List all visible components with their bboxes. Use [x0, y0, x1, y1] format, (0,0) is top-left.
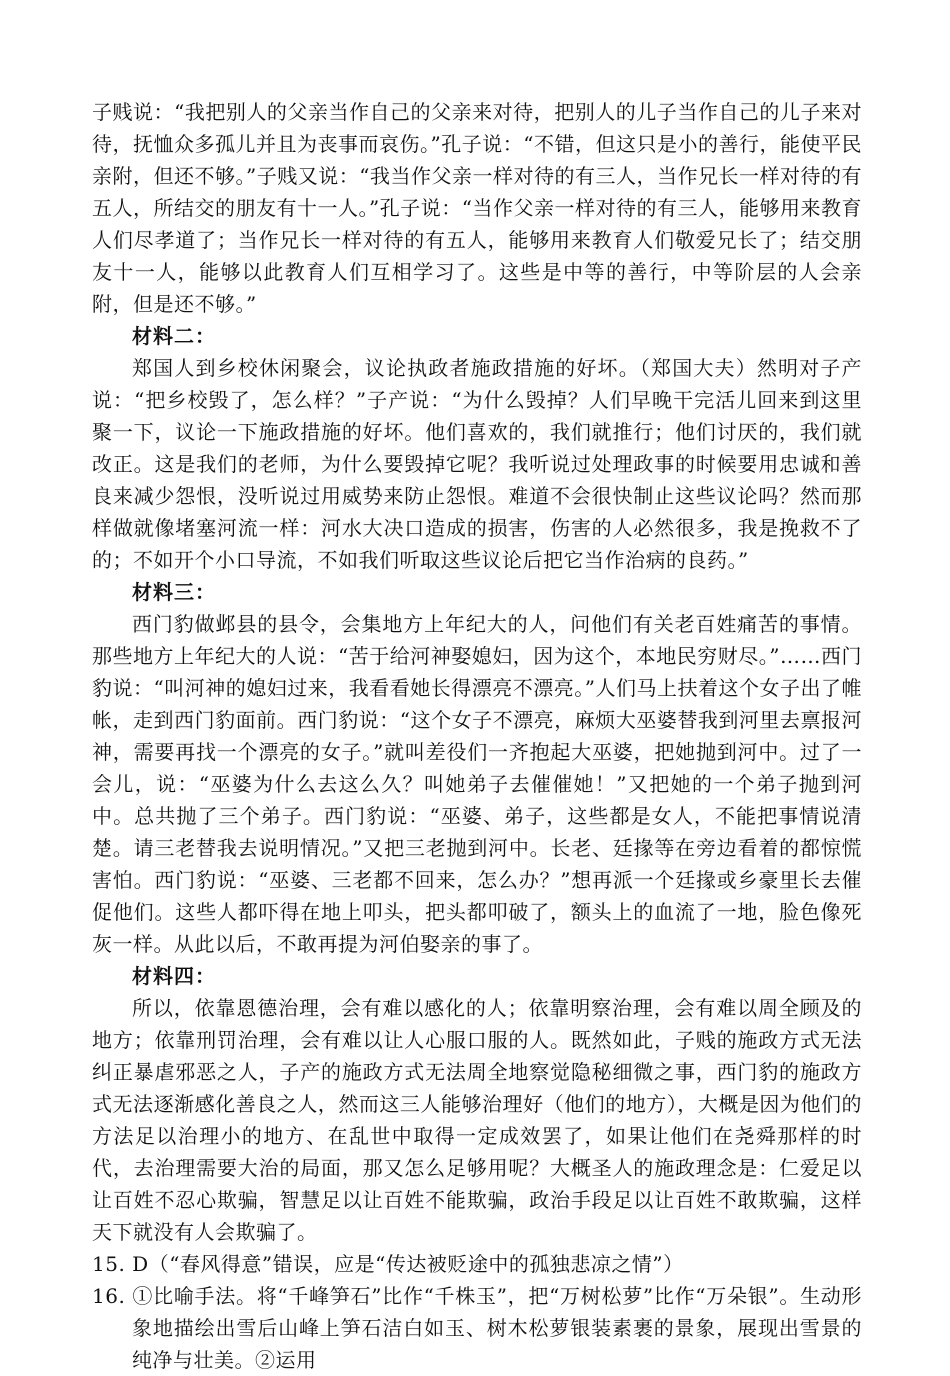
answer-16: 16. ①比喻手法。将“千峰笋石”比作“千株玉”，把“万树松萝”比作“万朵银”。生动形象地描绘出雪后山峰上笋石洁白如玉、树木松萝银装素裹的景象，展现出雪景的纯净与壮美。②运用 — [92, 1284, 862, 1372]
answer-15: 15. D（“春风得意”错误，应是“传达被贬途中的孤独悲凉之情”） — [92, 1252, 684, 1276]
paragraph-conclusion: 所以，依靠恩德治理，会有难以感化的人；依靠明察治理，会有难以周全顾及的地方；依靠刑罚治理，会有难以让人心服口服的人。既然如此，子贱的施政方式无法纠正暴虐邪恶之人，子产的施政方式无法周全地察觉隐秘细微之事，西门豹的施政方式无法逐渐感化善良之人，然而这三人能够治理好（他们的地方），大概是因为他们的方法足以治理小的地方、在乱世中取得一定成效罢了，如果让他们在尧舜那样的时代，去治理需要大治的局面，那又怎么足够用呢？大概圣人的施政理念是：仁爱足以让百姓不忍心欺骗，智慧足以让百姓不能欺骗，政治手段足以让百姓不敢欺骗，这样天下就没有人会欺骗了。 — [92, 996, 862, 1244]
heading-material-four: 材料四： — [132, 964, 216, 988]
paragraph-ximenbao: 西门豹做邺县的县令，会集地方上年纪大的人，问他们有关老百姓痛苦的事情。那些地方上年纪大的人说：“苦于给河神娶媳妇，因为这个，本地民穷财尽。”……西门豹说：“叫河神的媳妇过来，我看看她长得漂亮不漂亮。”人们马上扶着这个女子出了帷帐，走到西门豹面前。西门豹说：“这个女子不漂亮，麻烦大巫婆替我到河里去禀报河神，需要再找一个漂亮的女子。”就叫差役们一齐抱起大巫婆，把她抛到河中。过了一会儿，说：“巫婆为什么去这么久？叫她弟子去催催她！”又把她的一个弟子抛到河中。总共抛了三个弟子。西门豹说：“巫婆、弟子，这些都是女人，不能把事情说清楚。请三老替我去说明情况。”又把三老抛到河中。长老、廷掾等在旁边看着的都惊慌害怕。西门豹说：“巫婆、三老都不回来，怎么办？”想再派一个廷掾或乡豪里长去催促他们。这些人都吓得在地上叩头，把头都叩破了，额头上的血流了一地，脸色像死灰一样。从此以后，不敢再提为河伯娶亲的事了。 — [92, 612, 862, 956]
paragraph-zijian: 子贱说：“我把别人的父亲当作自己的父亲来对待，把别人的儿子当作自己的儿子来对待，抚恤众多孤儿并且为丧事而哀伤。”孔子说：“不错，但这只是小的善行，能使平民亲附，但还不够。”子贱又说：“我当作父亲一样对待的有三人，当作兄长一样对待的有五人，所结交的朋友有十一人。”孔子说：“当作父亲一样对待的有三人，能够用来教育人们尽孝道了；当作兄长一样对待的有五人，能够用来教育人们敬爱兄长了；结交朋友十一人，能够以此教育人们互相学习了。这些是中等的善行，中等阶层的人会亲附，但是还不够。” — [92, 100, 862, 316]
heading-material-three: 材料三： — [132, 580, 216, 604]
heading-material-two: 材料二： — [132, 324, 216, 348]
paragraph-zichan: 郑国人到乡校休闲聚会，议论执政者施政措施的好坏。（郑国大夫）然明对子产说：“把乡校毁了，怎么样？”子产说：“为什么毁掉？人们早晚干完活儿回来到这里聚一下，议论一下施政措施的好坏。他们喜欢的，我们就推行；他们讨厌的，我们就改正。这是我们的老师，为什么要毁掉它呢？我听说过处理政事的时候要用忠诚和善良来减少怨恨，没听说过用威势来防止怨恨。难道不会很快制止这些议论吗？然而那样做就像堵塞河流一样：河水大决口造成的损害，伤害的人必然很多，我是挽救不了的；不如开个小口导流，不如我们听取这些议论后把它当作治病的良药。” — [92, 356, 862, 572]
document-page — [92, 96, 862, 1376]
